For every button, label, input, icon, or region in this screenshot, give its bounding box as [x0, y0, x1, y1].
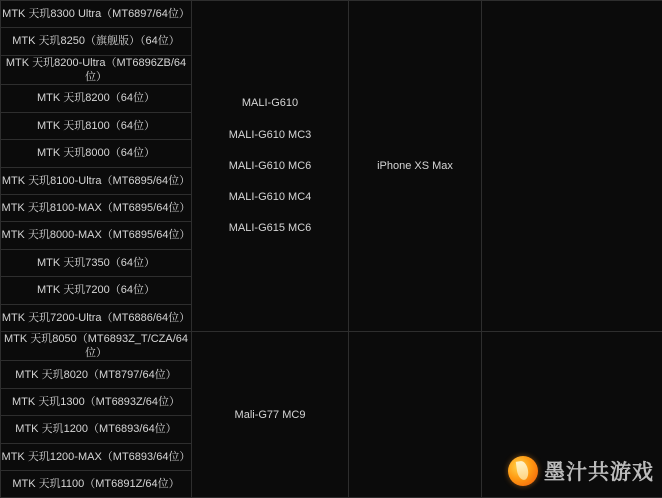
device-cell — [349, 331, 482, 498]
cpu-cell: MTK 天玑8000（64位） — [1, 140, 192, 167]
table-row — [1, 331, 662, 361]
gpu-item: MALI-G610 — [241, 97, 299, 110]
cpu-cell: MTK 天玑8020（MT8797/64位） — [1, 361, 192, 388]
cpu-cell: MTK 天玑7200-Ultra（MT6886/64位） — [1, 304, 192, 331]
gpu-item: MALI-G610 MC4 — [228, 191, 312, 204]
cpu-cell: MTK 天玑8200（64位） — [1, 85, 192, 112]
gpu-list — [192, 96, 348, 235]
cpu-cell: MTK 天玑8100（64位） — [1, 112, 192, 139]
gpu-cell — [192, 1, 349, 332]
cpu-cell: MTK 天玑8300 Ultra（MT6897/64位） — [1, 1, 192, 28]
table-row — [1, 1, 662, 28]
watermark-text: 墨汁共游戏 — [544, 460, 654, 484]
cpu-cell: MTK 天玑1100（MT6891Z/64位） — [1, 471, 192, 498]
cpu-cell: MTK 天玑8050（MT6893Z_T/CZA/64位） — [1, 331, 192, 361]
gpu-cell — [192, 331, 349, 498]
cpu-cell: MTK 天玑1200（MT6893/64位） — [1, 416, 192, 443]
device-name: iPhone XS Max — [377, 159, 453, 172]
cpu-cell: MTK 天玑1300（MT6893Z/64位） — [1, 388, 192, 415]
gpu-list — [192, 408, 348, 422]
cpu-cell: MTK 天玑8250（旗舰版）（64位） — [1, 28, 192, 55]
cpu-cell: MTK 天玑8200-Ultra（MT6896ZB/64位） — [1, 55, 192, 85]
gpu-item: MALI-G610 MC6 — [228, 159, 312, 172]
cpu-cell: MTK 天玑7200（64位） — [1, 277, 192, 304]
gpu-item: Mali-G77 MC9 — [234, 408, 306, 421]
cpu-cell: MTK 天玑8100-Ultra（MT6895/64位） — [1, 167, 192, 194]
gpu-item: MALI-G615 MC6 — [228, 222, 312, 235]
cpu-cell: MTK 天玑8000-MAX（MT6895/64位） — [1, 222, 192, 249]
gpu-item: MALI-G610 MC3 — [228, 128, 312, 141]
cpu-cell: MTK 天玑8100-MAX（MT6895/64位） — [1, 194, 192, 221]
cpu-cell: MTK 天玑1200-MAX（MT6893/64位） — [1, 443, 192, 470]
device-cell — [349, 1, 482, 332]
cpu-cell: MTK 天玑7350（64位） — [1, 249, 192, 276]
extra-cell — [482, 1, 662, 332]
extra-cell — [482, 331, 662, 498]
